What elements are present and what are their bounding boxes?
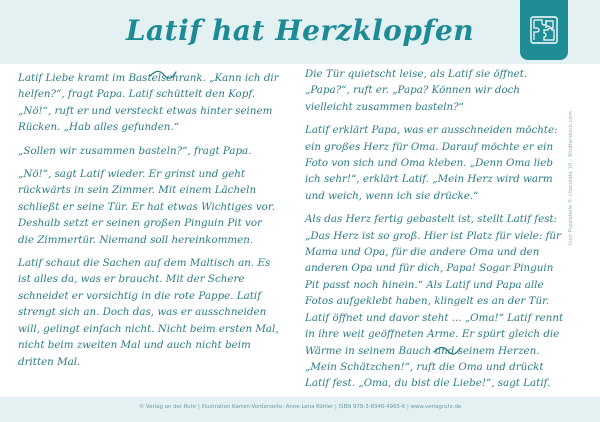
side-credit: Icon Puzzleteile © chocolate 10 – Shutterstock.com <box>568 111 574 245</box>
story-paragraph: Latif schaut die Sachen auf dem Maltisch an. Es ist alles da, was er braucht. Mit der Schere schneidet er vorsichtig in die rote Pappe. Latif strengt sich an. Doch das, was er ausschneiden will, gelingt einfach nicht. Nicht beim ersten Mal, nicht beim zweiten Mal und auch nicht beim dritten Mal. <box>18 257 279 368</box>
puzzle-tab <box>520 0 568 60</box>
story-paragraph: Latif erklärt Papa, was er ausschneiden möchte: ein großes Herz für Oma. Darauf möchte er ein Foto von sich und Oma kleben. „Denn Oma lieb ich sehr!“, erklärt Latif. „Mein Herz wird warm und weich, wenn ich sie drücke.“ <box>305 124 558 202</box>
footer-band <box>0 397 600 422</box>
story-paragraph: „Sollen wir zusammen basteln?“, fragt Papa. <box>18 144 252 157</box>
story-paragraph: Latif Liebe kramt im Bastelschrank. „Kann ich dir helfen?“, fragt Papa. Latif schüttelt den Kopf. „Nö!“, ruft er und versteckt etwas hinter seinem Rücken. „Hab alles gefunden.“ <box>18 72 279 134</box>
story-left-column <box>18 70 281 377</box>
story-paragraph: „Nö!“, sagt Latif wieder. Er grinst und geht rückwärts in sein Zimmer. Mit einem Lächeln schließt er seine Tür. Er hat etwas Wichtiges vor. Deshalb setzt er seinen großen Pinguin Pit vor die Zimmertür. Niemand soll hereinkommen. <box>18 168 275 246</box>
puzzle-icon <box>530 16 558 44</box>
page-title: Latif hat Herzklopfen <box>125 14 475 47</box>
story-paragraph: Als das Herz fertig gebastelt ist, stellt Latif fest: „Das Herz ist so groß. Hier ist Platz für viele: für Mama und Opa, für die andere Oma und den anderen Opa und für dich, Papa! Sogar Pinguin Pit passt noch hinein.“ Als Latif und Papa alle Fotos aufgeklebt haben, klingelt es an der Tür. Latif öffnet und davor steht ... „Oma!“ Latif rennt in ihre weit geöffneten Arme. Er spürt gleich die Wärme in seinem Bauch und seinem Herzen. „Mein Schätzchen!“, ruft die Oma und drückt Latif fest. „Oma, du bist die Liebe!“, sagt Latif. <box>305 213 564 390</box>
footer-copyright: © Verlag an der Ruhr | Illustration Karten-Vorderseite: Anne-Lena Kühler | ISBN 978-3-8346-4965-6 | www.verlagruhr.de <box>138 404 462 410</box>
story-right-column <box>305 66 568 399</box>
story-paragraph: Die Tür quietscht leise, als Latif sie öffnet. „Papa?“, ruft er. „Papa? Können wir doch vielleicht zusammen basteln?“ <box>305 68 528 113</box>
